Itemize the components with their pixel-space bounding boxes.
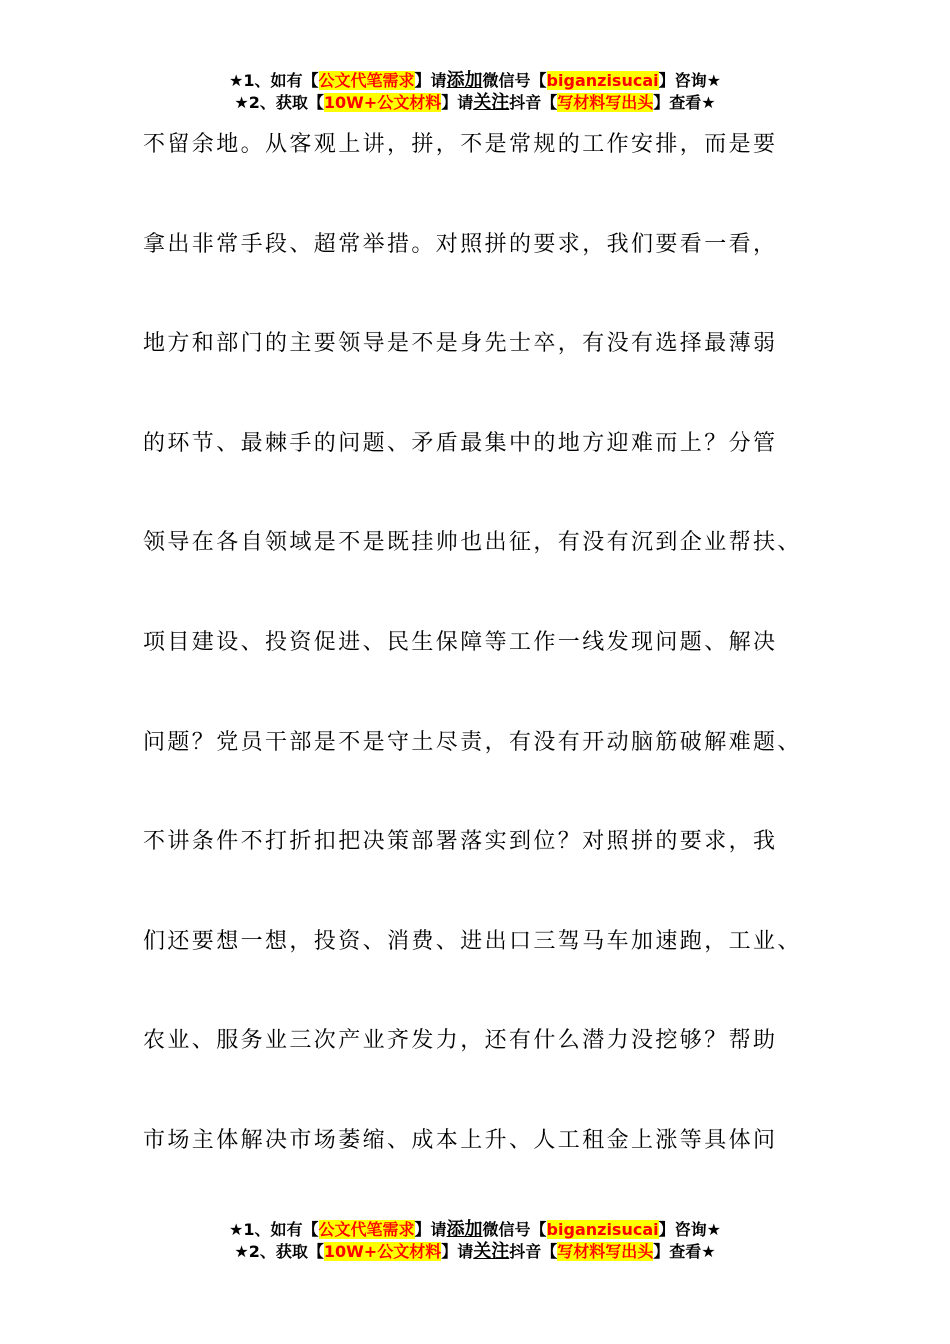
banner-text: 抖音【 [509,1242,558,1261]
banner-text: 】查看★ [653,1242,716,1261]
banner-text: ★2、获取【 [234,93,324,112]
underlined-follow: 关注 [473,92,510,113]
banner-text: ★2、获取【 [234,1242,324,1261]
body-text [143,120,843,1216]
underlined-follow: 关注 [473,1241,510,1262]
body-line: 们还要想一想，投资、消费、进出口三驾马车加速跑，工业、 [143,928,802,954]
highlight-douyin-account: 写材料写出头 [557,1242,654,1261]
body-line: 的环节、最棘手的问题、矛盾最集中的地方迎难而上？分管 [143,430,778,456]
highlight-ghostwriting: 公文代笔需求 [318,71,415,90]
banner-text: ★1、如有【 [229,71,319,90]
banner-text: 】请 [414,71,447,90]
body-line: 农业、服务业三次产业齐发力，还有什么潜力没挖够？帮助 [143,1028,778,1054]
banner-text: 】咨询★ [658,1220,721,1239]
banner-text: 】查看★ [653,93,716,112]
banner-text: 微信号【 [482,71,547,90]
underlined-add: 添加 [446,1219,483,1240]
highlight-ghostwriting: 公文代笔需求 [318,1220,415,1239]
underlined-add: 添加 [446,70,483,91]
body-line: 不留余地。从客观上讲，拼，不是常规的工作安排，而是要 [143,132,778,157]
banner-text: 】请 [441,1242,474,1261]
banner-line-2 [0,92,950,114]
banner-line-1 [0,1219,950,1241]
highlight-materials: 10W+公文材料 [323,93,442,112]
banner-line-1 [0,70,950,92]
body-line: 拿出非常手段、超常举措。对照拼的要求，我们要看一看， [143,231,778,257]
highlight-douyin-account: 写材料写出头 [557,93,654,112]
highlight-wechat-id: biganzisucai [546,71,659,90]
body-line: 不讲条件不打折扣把决策部署落实到位？对照拼的要求，我 [143,829,778,855]
banner-text: 】咨询★ [658,71,721,90]
header-banner [0,70,950,114]
body-line: 市场主体解决市场萎缩、成本上升、人工租金上涨等具体问 [143,1127,778,1153]
banner-text: ★1、如有【 [229,1220,319,1239]
banner-text: 微信号【 [482,1220,547,1239]
banner-text: 】请 [441,93,474,112]
highlight-wechat-id: biganzisucai [546,1220,659,1239]
banner-text: 】请 [414,1220,447,1239]
body-line: 领导在各自领域是不是既挂帅也出征，有没有沉到企业帮扶、 [143,530,802,556]
body-line: 地方和部门的主要领导是不是身先士卒，有没有选择最薄弱 [143,331,778,357]
banner-text: 抖音【 [509,93,558,112]
body-line: 项目建设、投资促进、民生保障等工作一线发现问题、解决 [143,629,778,655]
body-line: 问题？党员干部是不是守土尽责，有没有开动脑筋破解难题、 [143,729,802,755]
footer-banner [0,1219,950,1263]
banner-line-2 [0,1241,950,1263]
highlight-materials: 10W+公文材料 [323,1242,442,1261]
